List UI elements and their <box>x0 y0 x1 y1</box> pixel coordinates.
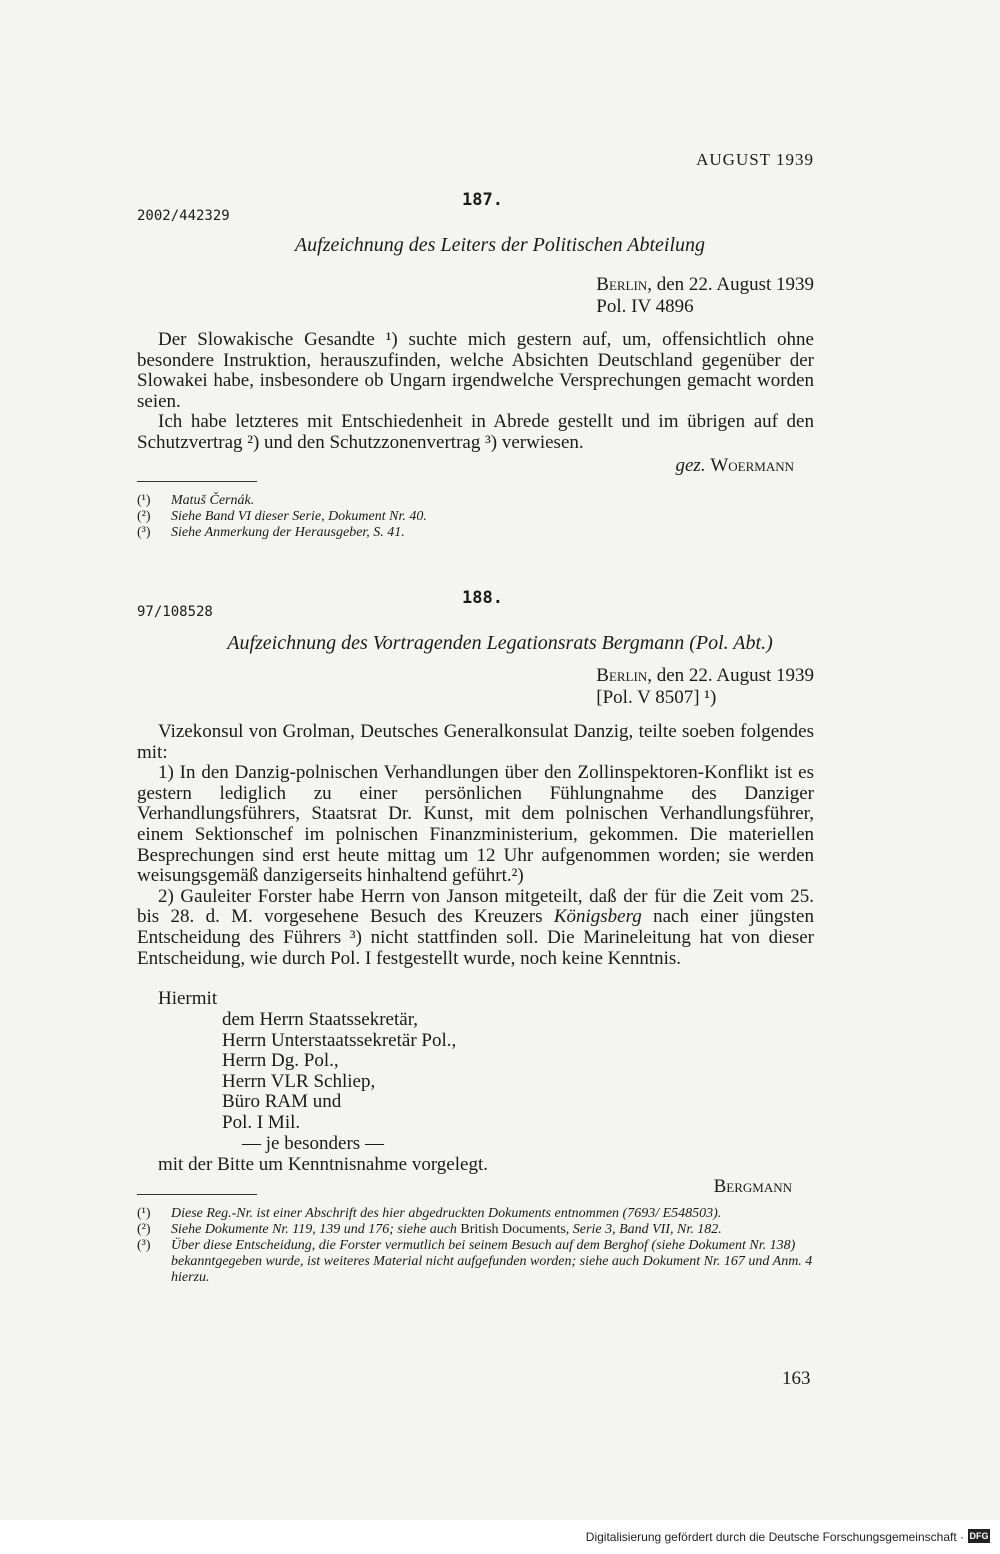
recipient-list <box>222 1010 456 1154</box>
dateline <box>596 665 814 709</box>
footnote-divider <box>137 481 257 482</box>
recipient: dem Herrn Staatssekretär, <box>222 1009 419 1030</box>
signature-name: Woermann <box>710 455 794 476</box>
dfg-logo-icon: DFG <box>969 1531 989 1541</box>
document-title: Aufzeichnung des Vortragenden Legationsrats Bergmann (Pol. Abt.) <box>227 632 773 654</box>
signature-prefix: gez. <box>675 455 706 476</box>
footnote: (¹) Diese Reg.-Nr. ist einer Abschrift des hier abgedruckten Dokuments entnommen (7693/ E548503). <box>137 1206 722 1221</box>
signature <box>676 455 795 477</box>
footnote: (³) Siehe Anmerkung der Herausgeber, S. 41. <box>137 525 405 540</box>
dateline <box>596 274 814 318</box>
file-reference: 2002/442329 <box>137 208 230 224</box>
place: Berlin, <box>596 274 652 295</box>
document-number: 187. <box>462 190 503 210</box>
footnote: (¹) Matuš Černák. <box>137 493 255 508</box>
place: Berlin, <box>596 665 652 686</box>
page-number: 163 <box>782 1368 811 1389</box>
ship-name: Königsberg <box>553 906 642 928</box>
signature-name: Bergmann <box>713 1176 792 1197</box>
paragraph: Der Slowakische Gesandte ¹) suchte mich gestern auf, um, offensichtlich ohne besondere Instruktion, herauszufinden, welche Absichten Deutschland gegenüber der Slowakei habe, insbesondere ob Ungarn irgendwelche Versprechungen gemacht worden seien. <box>137 329 814 412</box>
running-head: AUGUST 1939 <box>696 150 814 169</box>
footer-bar <box>0 1520 1000 1554</box>
document-number: 188. <box>462 588 503 608</box>
recipient: Herrn VLR Schliep, <box>222 1070 376 1092</box>
footnotes <box>137 1206 817 1286</box>
file-reference: 97/108528 <box>137 604 213 620</box>
recipient: Büro RAM und <box>222 1091 342 1113</box>
body-text <box>137 722 814 969</box>
document-title: Aufzeichnung des Leiters der Politischen Abteilung <box>294 234 706 256</box>
paragraph: 2) Gauleiter Forster habe Herrn von Janson mitgeteilt, daß der für die Zeit vom 25. bis 28. d. M. vorgesehene Besuch des Kreuzers Königsberg nach einer jüngsten Entscheidung des Führers ³) nicht stattfinden soll. Die Marineleitung hat von dieser Entscheidung, wie durch Pol. I festgestellt wurde, noch keine Kenntnis. <box>137 885 814 969</box>
recipient-note: — je besonders — <box>242 1132 384 1154</box>
paragraph: Vizekonsul von Grolman, Deutsches Generalkonsulat Danzig, teilte soeben folgendes mit: <box>137 721 814 763</box>
body-text <box>137 330 814 454</box>
paragraph: Ich habe letzteres mit Entschiedenheit in Abrede gestellt und im übrigen auf den Schutzvertrag ²) und den Schutzzonenvertrag ³) verwiesen. <box>137 411 814 453</box>
recipient: Pol. I Mil. <box>222 1111 301 1133</box>
reference-number: Pol. IV 4896 <box>596 296 694 317</box>
date: den 22. August 1939 <box>656 274 814 295</box>
footnote: (²) Siehe Dokumente Nr. 119, 139 und 176; siehe auch British Documents, Serie 3, Band VII, Nr. 182. <box>137 1222 722 1237</box>
date: den 22. August 1939 <box>656 665 814 686</box>
recipient: Herrn Dg. Pol., <box>222 1050 339 1072</box>
paragraph: 1) In den Danzig-polnischen Verhandlungen über den Zollinspektoren-Konflikt ist es gestern lediglich zu einer persönlichen Fühlungnahme des Danziger Verhandlungsführers, Staatsrat Dr. Kunst, mit dem polnischen Verhandlungsführer, einem Sektionschef im polnischen Finanzministerium, gekommen. Die materiellen Besprechungen sind erst heute mittag um 12 Uhr aufgenommen worden; sie werden weisungsgemäß danzigerseits hinhaltend geführt.²) <box>137 762 814 887</box>
footnote: (²) Siehe Band VI dieser Serie, Dokument Nr. 40. <box>137 509 427 524</box>
footnote: (³) Über diese Entscheidung, die Forster vermutlich bei seinem Besuch auf dem Berghof (siehe Dokument Nr. 138) bekanntgegeben wurde, ist weiteres Material nicht aufgefunden worden; siehe auch Dokument Nr. 167 und Anm. 4 hierzu. <box>137 1238 813 1285</box>
funding-credit: Digitalisierung gefördert durch die Deutsche Forschungsgemeinschaft · <box>585 1530 964 1544</box>
footnotes <box>137 493 817 541</box>
reference-number: [Pol. V 8507] ¹) <box>596 687 717 708</box>
closing-line: mit der Bitte um Kenntnisnahme vorgelegt. <box>158 1154 488 1175</box>
hiermit-line: Hiermit <box>158 988 218 1009</box>
footnote-divider <box>137 1194 257 1195</box>
recipient: Herrn Unterstaatssekretär Pol., <box>222 1029 457 1051</box>
